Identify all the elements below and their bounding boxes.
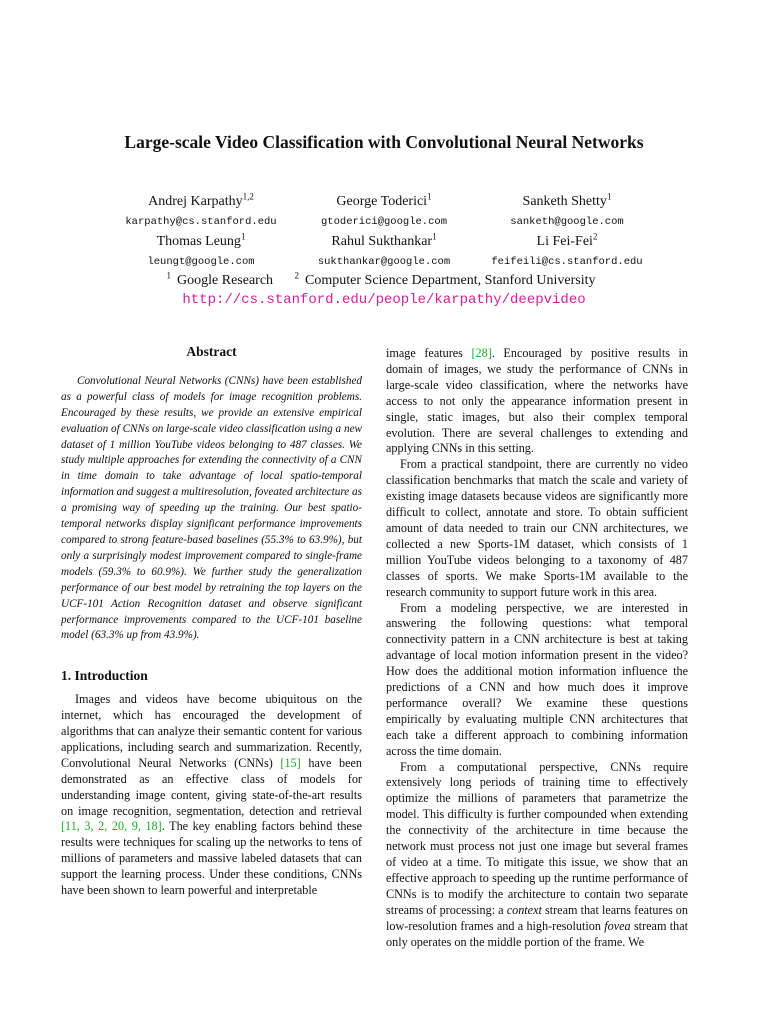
intro-paragraph: Images and videos have become ubiquitous on the internet, which has encouraged the development of algorithms that can analyze their semantic content for various applications, including search and summarization. Recently, Convolutional Neural Networks (CNNs) [15] have been demonstrated as an effective class of models for understanding image content, giving state-of-the-art results on image recognition, segmentation, detection and retrieval [11, 3, 2, 20, 9, 18]. The key enabling factors behind these results were techniques for scaling up the networks to tens of millions of parameters and massive labeled datasets that can support the learning process. Under these conditions, CNNs have been shown to learn powerful and interpretable bbox=[61, 692, 362, 898]
author-affil-mark: 1 bbox=[427, 191, 432, 202]
body-paragraph: From a computational perspective, CNNs require extensively long periods of training time to effectively optimize the millions of parameters that parametrize the model. This difficulty is further compounded when extending the connectivity of the architecture in time because the network must process not just one image but several frames of video at a time. To mitigate this issue, we show that an effective approach to speeding up the runtime performance of CNNs is to modify the architecture to contain two separate streams of processing: a context stream that learns features on low-resolution frames and a high-resolution fovea stream that only operates on the middle portion of the frame. We bbox=[386, 759, 689, 949]
author-name: Sanketh Shetty bbox=[522, 194, 607, 209]
paper-title: Large-scale Video Classification with Convolutional Neural Networks bbox=[124, 132, 644, 152]
affiliation: $^2$ Computer Science Department, Stanford University bbox=[294, 270, 596, 288]
author-email: leungt@google.com bbox=[147, 256, 255, 268]
author-email: feifeili@cs.stanford.edu bbox=[491, 256, 643, 268]
abstract-heading: Abstract bbox=[186, 344, 237, 359]
author-affil-mark: 1 bbox=[606, 191, 612, 202]
section-heading-introduction: 1. Introduction bbox=[61, 668, 148, 684]
right-column bbox=[386, 346, 688, 950]
author bbox=[476, 231, 658, 274]
abstract-text: Convolutional Neural Networks (CNNs) have been established as a powerful class of models for image recognition problems. Encouraged by these results, we provide an extensive empirical evaluation of CNNs on large-scale video classification using a new dataset of 1 million YouTube videos belonging to 487 classes. We study multiple approaches for extending the connectivity of a CNN in time domain to take advantage of local spatio-temporal information and suggest a multiresolution, foveated architecture as a promising way of speeding up the training. Our best spatio-temporal networks display significant performance improvements compared to strong feature-based baselines (55.3% to 63.9%), but only a surprisingly modest improvement compared to single-frame models (59.3% to 60.9%). We further study the generalization performance of our best model by retraining the top layers on the UCF-101 Action Recognition dataset and observe significant performance improvements compared to the UCF-101 baseline model (63.3% up from 43.9%). bbox=[61, 374, 362, 642]
author-name: Li Fei-Fei bbox=[536, 234, 593, 249]
affiliation: $^1$ Google Research bbox=[166, 270, 274, 288]
author-name: George Toderici bbox=[336, 194, 428, 209]
author-affil-mark: 1 bbox=[240, 231, 246, 242]
author-row bbox=[110, 191, 658, 234]
author-email: sukthankar@google.com bbox=[317, 256, 451, 268]
body-paragraph: From a modeling perspective, we are interested in answering the following questions: what temporal connectivity pattern in a CNN architecture is best at taking advantage of local motion information present in the video? How does the additional motion information influence the predictions of a CNN and how much does it improve performance overall? We examine these questions empirically by evaluating multiple CNN architectures that each take a different approach to combining information across the time domain. bbox=[386, 600, 688, 758]
author-email: gtoderici@google.com bbox=[320, 216, 448, 228]
author bbox=[110, 191, 292, 234]
author bbox=[110, 231, 292, 274]
author-affil-mark: 2 bbox=[592, 231, 598, 242]
author-name: Andrej Karpathy bbox=[148, 194, 243, 209]
affiliations bbox=[0, 270, 768, 289]
author bbox=[476, 191, 658, 234]
author-name: Thomas Leung bbox=[156, 234, 241, 249]
author bbox=[293, 231, 475, 274]
left-column bbox=[61, 344, 362, 899]
author-affil-mark: 1 bbox=[432, 231, 437, 242]
body-paragraph: image features [28]. Encouraged by positive results in domain of images, we study the performance of CNNs in large-scale video classification, where the networks have access to not only the appearance information present in single, static images, but also their complex temporal evolution. There are several challenges to extending and applying CNNs in this setting. bbox=[386, 346, 688, 456]
citation-link[interactable]: [15] bbox=[280, 755, 301, 770]
body-paragraph: From a practical standpoint, there are currently no video classification benchmarks that match the scale and variety of existing image datasets because videos are significantly more difficult to collect, annotate and store. To obtain sufficient amount of data needed to train our CNN architectures, we collected a new Sports-1M dataset, which consists of 1 million YouTube videos belonging to a taxonomy of 487 classes of sports. We make Sports-1M available to the research community to support future work in this area. bbox=[386, 457, 688, 599]
project-url-link[interactable]: http://cs.stanford.edu/people/karpathy/deepvideo bbox=[182, 292, 586, 308]
author-email: karpathy@cs.stanford.edu bbox=[125, 216, 277, 228]
author-block bbox=[110, 191, 658, 274]
author-name: Rahul Sukthankar bbox=[331, 234, 433, 249]
citation-link[interactable]: [28] bbox=[471, 346, 492, 360]
author-row bbox=[110, 231, 658, 274]
author-affil-mark: 1,2 bbox=[242, 191, 254, 202]
author-email: sanketh@google.com bbox=[510, 216, 624, 228]
citation-link[interactable]: [11, 3, 2, 20, 9, 18] bbox=[61, 819, 162, 834]
author bbox=[293, 191, 475, 234]
